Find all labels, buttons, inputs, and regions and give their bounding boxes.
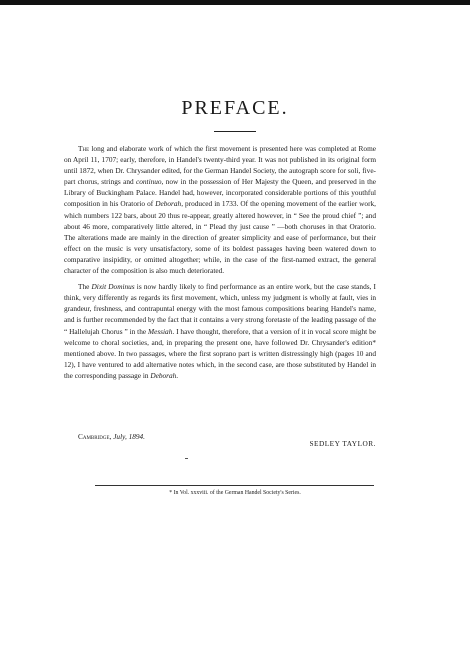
text-segment-italic: Messiah <box>148 326 173 336</box>
title-rule <box>214 131 256 132</box>
text-segment: , now in the possession of Her Majesty the Queen, and preserved in the Library of Buckingham Palace. Handel had, however, incorporated considerable portions of this youthful composition in his Oratorio of <box>64 177 376 209</box>
signoff <box>64 431 376 448</box>
signoff-date: July, 1894. <box>113 432 146 441</box>
signoff-place: Cambridge, <box>78 432 112 441</box>
preface-body <box>64 143 376 381</box>
text-segment: , produced in 1733. Of the opening movement of the earlier work, which numbers 122 bars, about 20 thus re-appear, greatly altered however, in “ See the proud chief ”; and about 46 more, comparatively little altered, in “ Plead thy just cause ” —both choruses in that Oratorio. The alterations made are mainly in the direction of greater simplicity and ease of performance, but their effect on the music is very unsatisfactory, some of its boldest passages having been watered down to comparative insipidity, or omitted altogether; while, in the case of the first-named extract, the general character of the composition is also much deteriorated. <box>64 199 376 276</box>
text-segment: The <box>78 144 90 153</box>
text-segment-italic: continuo <box>136 177 162 187</box>
paragraph-2 <box>64 281 376 381</box>
paragraph-1 <box>64 143 376 276</box>
top-rule <box>0 0 470 5</box>
text-segment-italic: Dixit Dominus <box>91 282 135 292</box>
page-title: PREFACE. <box>181 97 289 119</box>
text-segment: . <box>176 370 179 380</box>
text-segment: long and elaborate work of which the first movement is presented here was completed at Rome on April 11, 1707; early, therefore, in Handel's twenty-third year. It was not published in its original form until 1872, when Dr. Chrysander edited, for the German Handel Society, the autograph score for soli, five-part chorus, strings and <box>64 144 376 187</box>
text-segment-italic: Deborah <box>155 199 182 209</box>
signoff-place-date <box>78 432 145 441</box>
text-segment: . I have thought, therefore, that a version of it in vocal score might be welcome to choral societies, and, in preparing the present one, have followed Dr. Chrysander's edition* mentioned above. In two passages, where the first soprano part is written distressingly high (pages 10 and 12), I have ventured to add alternative notes which, in the second case, are those substituted by Handel in the corresponding passage in <box>64 326 376 380</box>
footnote: * In Vol. xxxviii. of the German Handel Society's Series. <box>169 490 301 496</box>
text-segment: is now hardly likely to find performance as an entire work, but the case stands, I think, very differently as regards its first movement, which, unless my judgment is wholly at fault, vies in grandeur, freshness, and contrapuntal energy with the most famous compositions bearing Handel's name, and is further recommended by the fact that it contains a very strong foretaste of the leading passage of the “ Hallelujah Chorus ” in the <box>64 282 376 336</box>
dash-mark <box>185 458 188 459</box>
author-name: SEDLEY TAYLOR. <box>309 439 376 448</box>
text-segment: The <box>78 282 92 292</box>
text-segment-italic: Deborah <box>150 370 177 380</box>
footnote-rule <box>95 485 374 486</box>
